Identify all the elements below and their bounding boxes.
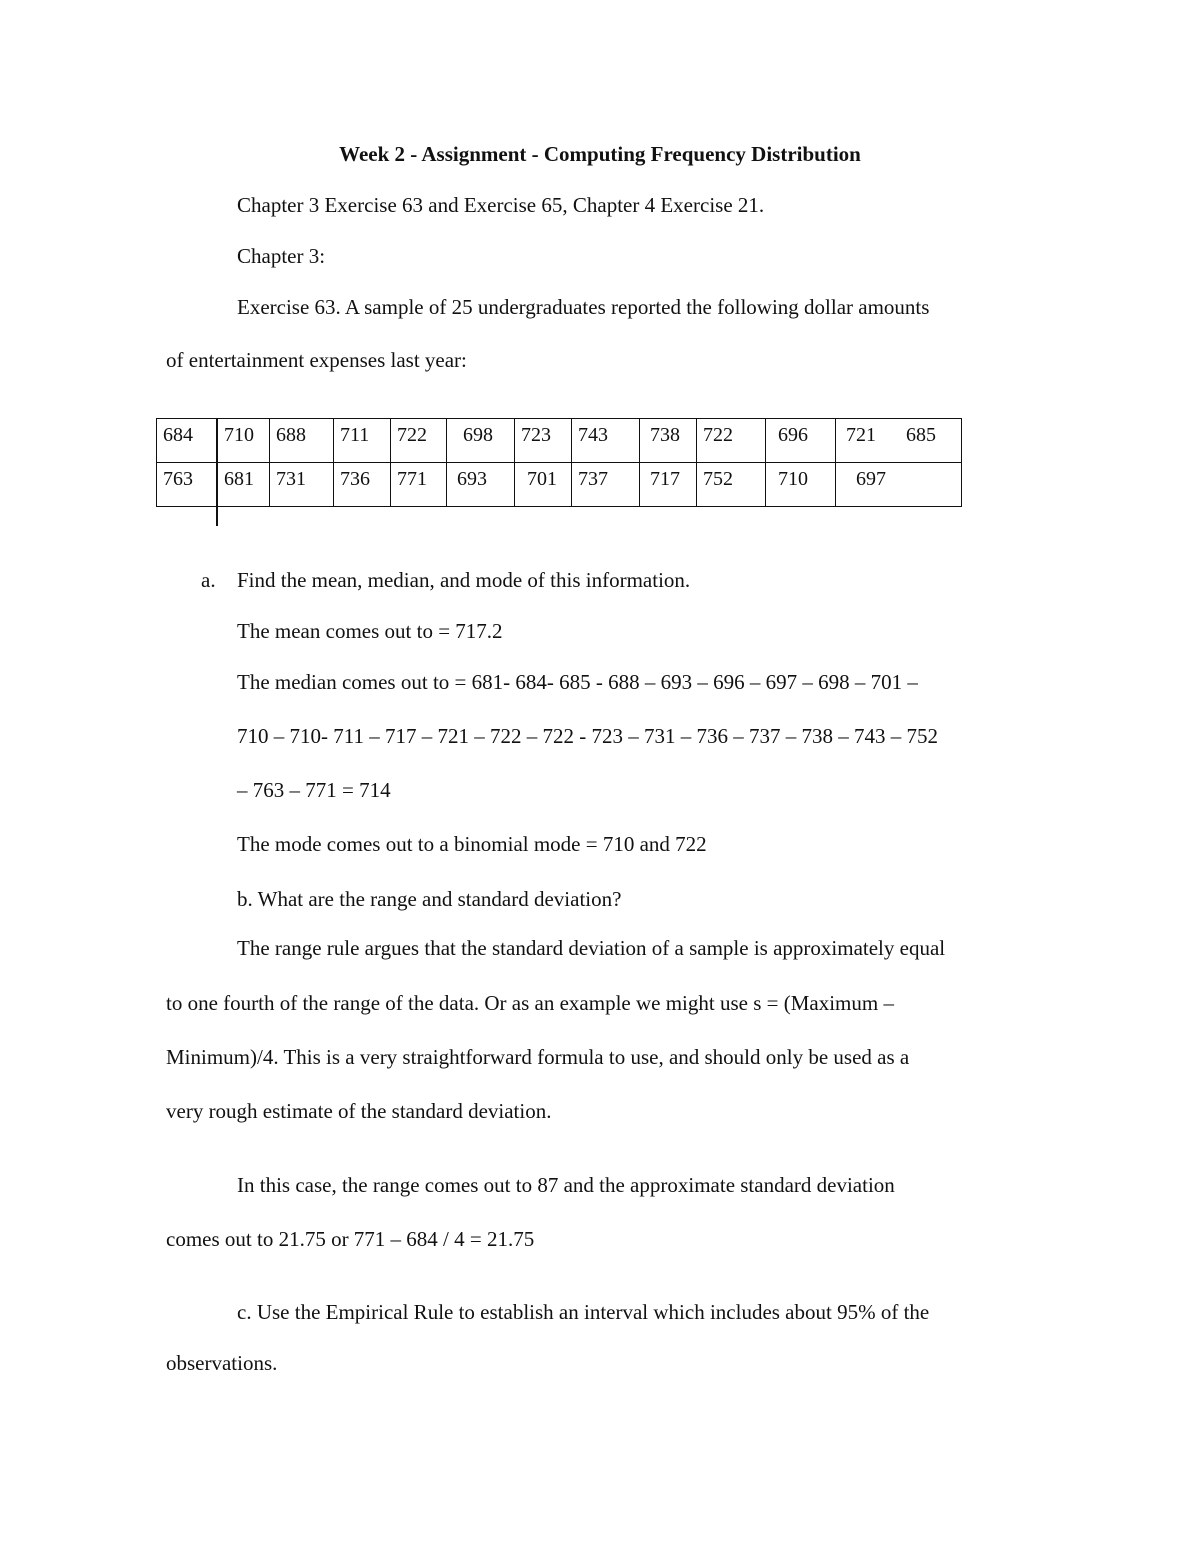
table-cell: 722 [391, 419, 447, 463]
table-cell: 731 [270, 463, 334, 507]
range-rule-line: The range rule argues that the standard deviation of a sample is approximately equal [237, 936, 946, 960]
table-cell: 722 [697, 419, 766, 463]
list-marker-a: a. [201, 568, 216, 592]
median-answer-line: 710 – 710- 711 – 717 – 721 – 722 – 722 - 723 – 731 – 736 – 737 – 738 – 743 – 752 [237, 724, 938, 748]
range-rule-line: to one fourth of the range of the data. Or as an example we might use s = (Maximum – [166, 991, 894, 1015]
table-cell: 701 [515, 463, 572, 507]
table-cell: 684 [157, 419, 218, 463]
table-cell: 698 [447, 419, 515, 463]
table-cell: 752 [697, 463, 766, 507]
question-c: c. Use the Empirical Rule to establish an interval which includes about 95% of the [237, 1300, 930, 1324]
table-cell: 688 [270, 419, 334, 463]
table-cell: 710 [766, 463, 836, 507]
table-cell: 681 [218, 463, 270, 507]
question-c: observations. [166, 1351, 278, 1375]
table-cell: 711 [334, 419, 391, 463]
chapter-heading: Chapter 3: [237, 244, 326, 268]
table-cell: 763 [157, 463, 218, 507]
table-cell: 771 [391, 463, 447, 507]
mode-answer: The mode comes out to a binomial mode = 710 and 722 [237, 832, 707, 856]
median-answer-line: – 763 – 771 = 714 [237, 778, 391, 802]
table-row [157, 463, 962, 507]
table-divider-rule [216, 418, 218, 526]
table-cell: 737 [572, 463, 640, 507]
table-cell: 717 [640, 463, 697, 507]
table-cell: 696 [766, 419, 836, 463]
expenses-table [156, 418, 962, 507]
table-cell: 697 [836, 463, 962, 507]
range-answer-line: In this case, the range comes out to 87 and the approximate standard deviation [237, 1173, 895, 1197]
exercise-text-line: Exercise 63. A sample of 25 undergraduates reported the following dollar amounts [237, 295, 930, 319]
table-cell: 738 [640, 419, 697, 463]
table-cell: 693 [447, 463, 515, 507]
exercise-text-line: of entertainment expenses last year: [166, 348, 467, 372]
table-cell: 736 [334, 463, 391, 507]
table-cell: 743 [572, 419, 640, 463]
intro-text: Chapter 3 Exercise 63 and Exercise 65, Chapter 4 Exercise 21. [237, 193, 765, 217]
median-answer-line: The median comes out to = 681- 684- 685 - 688 – 693 – 696 – 697 – 698 – 701 – [237, 670, 918, 694]
mean-answer: The mean comes out to = 717.2 [237, 619, 503, 643]
question-a: Find the mean, median, and mode of this information. [237, 568, 691, 592]
range-rule-line: Minimum)/4. This is a very straightforward formula to use, and should only be used as a [166, 1045, 910, 1069]
table-cell: 710 [218, 419, 270, 463]
page-title: Week 2 - Assignment - Computing Frequency Distribution [339, 142, 861, 166]
table-row [157, 419, 962, 463]
range-answer-line: comes out to 21.75 or 771 – 684 / 4 = 21.75 [166, 1227, 535, 1251]
question-b: b. What are the range and standard deviation? [237, 887, 622, 911]
range-rule-line: very rough estimate of the standard deviation. [166, 1099, 552, 1123]
table-cell: 721 685 [836, 419, 962, 463]
table-cell: 723 [515, 419, 572, 463]
